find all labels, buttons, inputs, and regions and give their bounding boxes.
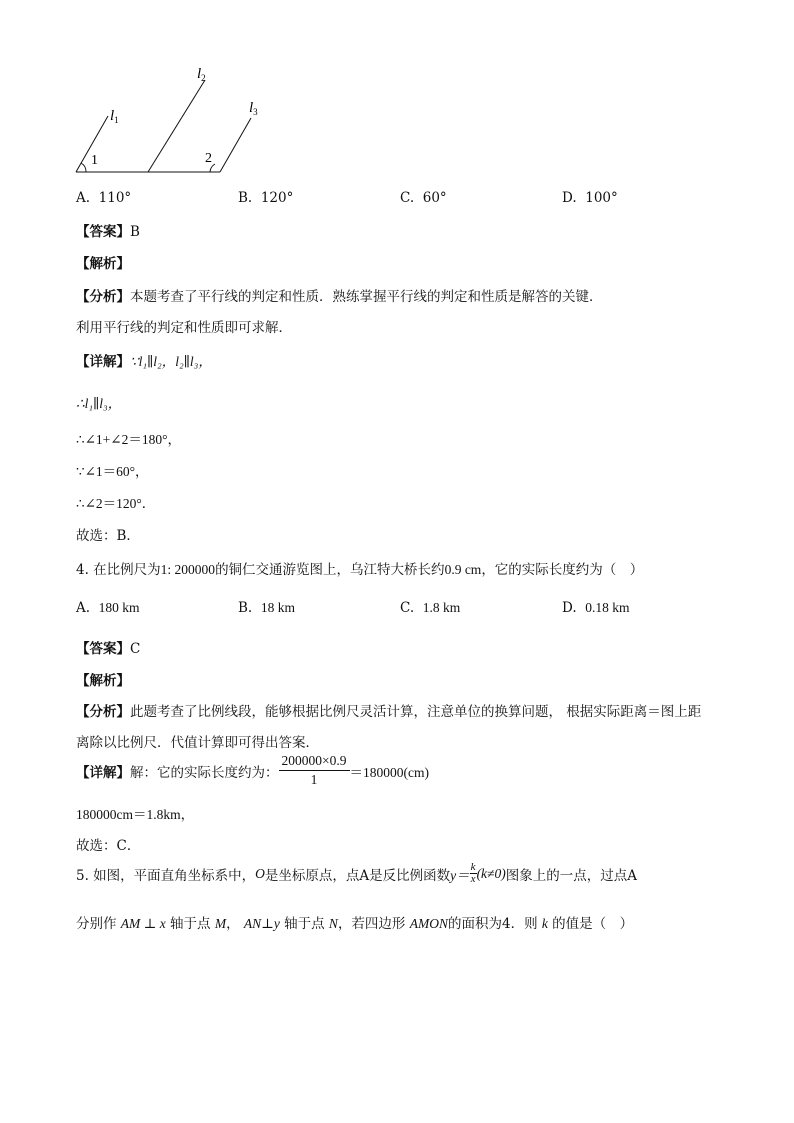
angle-1-arc [81, 163, 86, 172]
label-l1: $l_1$ [110, 108, 119, 125]
parallel-lines-figure [60, 60, 280, 180]
fenxi-tag: 【分析】 [76, 289, 130, 305]
q4-stem: 4. 在比例尺为1: 200000的铜仁交通游览图上，乌江特大桥长约0.9 cm，它的实际长度约为（ ） [76, 562, 644, 578]
q3-step3: ∴∠1+∠2＝180°， [76, 432, 181, 447]
q3-answer: 【答案】B [76, 224, 140, 240]
q4-option-d: D. 0.18 km [562, 600, 630, 616]
q4-fraction: $\frac{200000\times 0.9}{1}$ [279, 753, 350, 788]
q4-option-a: A. 180 km [76, 600, 140, 616]
fenxi-tag: 【分析】 [76, 704, 130, 720]
label-angle-1: 1 [91, 153, 98, 168]
q4-fenxi: 【分析】此题考查了比例线段，能够根据比例尺灵活计算，注意单位的换算问题， 根据实际距离＝图上距 [76, 704, 702, 720]
q3-fenxi: 【分析】本题考查了平行线的判定和性质．熟练掌握平行线的判定和性质是解答的关键． [76, 289, 603, 305]
label-l3: $l_3$ [249, 100, 258, 117]
q3-fenxi-2: 利用平行线的判定和性质即可求解． [76, 320, 292, 336]
detail-tag: 【详解】 [76, 354, 130, 370]
q4-detail: 【详解】 解：它的实际长度约为： $\frac{200000\times 0.9}{1}$ ＝180000(cm) [76, 753, 429, 787]
q4-choose: 故选：C． [76, 838, 141, 854]
q4-fenxi-2: 离除以比例尺．代值计算即可得出答案． [76, 735, 319, 751]
q4-option-b: B. 18 km [238, 600, 295, 616]
q3-step2: ∴l₁∥l₃， [76, 396, 122, 411]
q4-analysis-tag: 【解析】 [76, 673, 130, 689]
label-l2: $l_2$ [197, 66, 206, 83]
q3-analysis-tag: 【解析】 [76, 256, 130, 272]
q3-option-b: B. 120° [238, 190, 294, 206]
answer-tag: 【答案】 [76, 641, 130, 657]
q3-step5: ∴∠2＝120°． [76, 496, 156, 511]
line-l3 [220, 118, 251, 172]
label-angle-2: 2 [205, 151, 212, 166]
q3-option-c: C. 60° [400, 190, 447, 206]
line-l2 [148, 80, 205, 172]
q3-option-d: D. 100° [562, 190, 618, 206]
q4-answer: 【答案】C [76, 641, 141, 657]
q3-option-a: A. 110° [76, 190, 132, 206]
q4-step2: 180000cm＝1.8km， [76, 807, 195, 822]
q4-option-c: C. 1.8 km [400, 600, 461, 616]
answer-tag: 【答案】 [76, 224, 130, 240]
q5-line1: 5. 如图，平面直角坐标系中， O 是坐标原点，点A是反比例函数 y＝ $\frac{k}{x}$ (k≠0) 图象上的一点，过点A [76, 861, 637, 885]
detail-tag: 【详解】 [76, 764, 130, 781]
q3-step4: ∵∠1＝60°， [76, 464, 149, 479]
q5-line2: 分别作 AM ⊥ x 轴于点 M， AN⊥y 轴于点 N，若四边形 AMON的面积为4．则 k 的值是（ ） [76, 916, 634, 932]
q3-choose: 故选：B． [76, 528, 140, 544]
q3-detail-step1: 【详解】∵l₁∥l₂，l₂∥l₃， [76, 354, 212, 370]
q5-function-fraction: $\frac{k}{x}$ [470, 861, 476, 885]
